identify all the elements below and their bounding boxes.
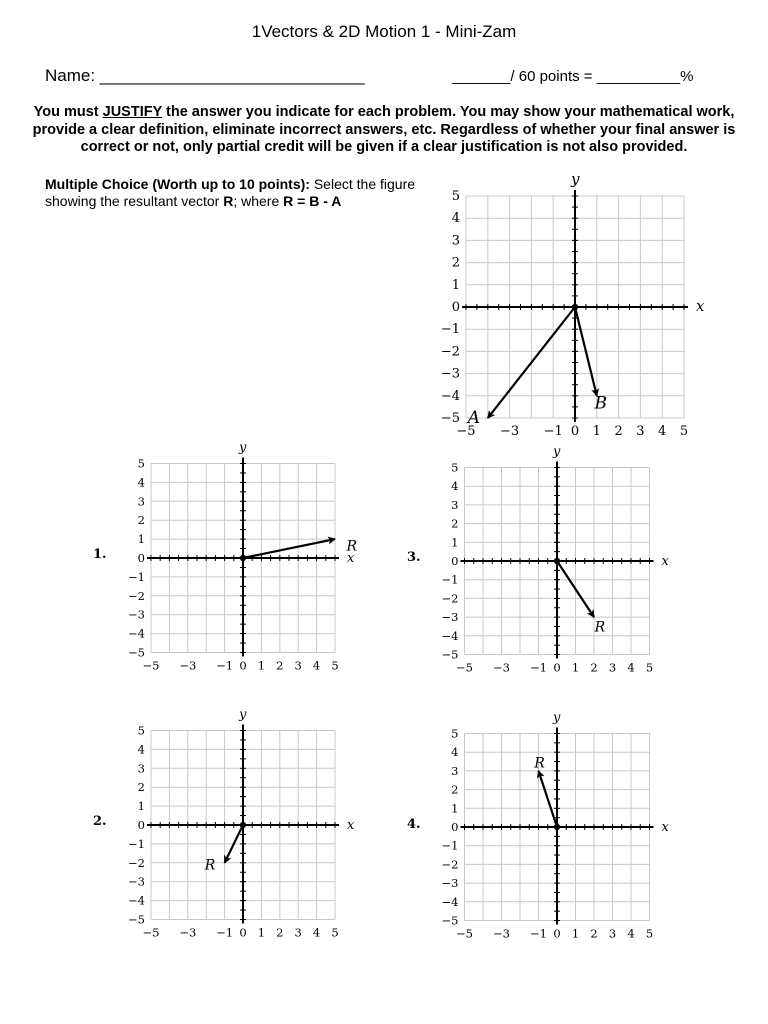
x-tick-label: −3 bbox=[179, 658, 197, 673]
y-tick-label: 2 bbox=[451, 516, 459, 531]
y-tick-label: −2 bbox=[440, 344, 460, 360]
x-tick-label: 0 bbox=[553, 660, 561, 675]
y-tick-label: −5 bbox=[441, 913, 459, 928]
x-tick-label: −3 bbox=[179, 925, 197, 940]
y-tick-label: −4 bbox=[441, 628, 459, 643]
x-tick-label: 2 bbox=[590, 660, 598, 675]
choice-3-plot[interactable] bbox=[422, 443, 722, 733]
choice-1-label[interactable]: 1. bbox=[93, 547, 107, 562]
y-tick-label: 4 bbox=[451, 479, 459, 494]
y-tick-label: 3 bbox=[451, 763, 459, 778]
y-tick-label: −3 bbox=[441, 876, 459, 891]
y-tick-label: −4 bbox=[440, 388, 460, 404]
y-tick-label: 0 bbox=[137, 551, 145, 565]
y-tick-label: 3 bbox=[137, 761, 145, 776]
x-tick-label: 0 bbox=[553, 926, 561, 941]
x-tick-label: 3 bbox=[294, 658, 302, 673]
points-field-line: _______/ 60 points = __________% bbox=[452, 68, 694, 85]
x-axis-label: x bbox=[347, 818, 355, 833]
y-tick-label: −3 bbox=[128, 607, 145, 622]
y-tick-label: −3 bbox=[441, 610, 459, 625]
instructions-suffix: the answer you indicate for each problem. You may show your mathematical work, provide a clear definition, eliminate incorrect answers, etc. Regardless of whether your final answer is correct or not, only partial credit will be given if a clear justification is not also provided. bbox=[32, 104, 736, 155]
question-equation: R = B - A bbox=[283, 193, 342, 209]
x-tick-label: 0 bbox=[239, 925, 247, 940]
question-heading: Multiple Choice (Worth up to 10 points): bbox=[45, 176, 310, 192]
y-tick-label: 1 bbox=[451, 801, 459, 816]
vector-label-r: R bbox=[534, 755, 545, 772]
x-axis-label: x bbox=[661, 820, 669, 835]
x-tick-label: 1 bbox=[571, 660, 580, 675]
x-tick-label: −1 bbox=[216, 658, 234, 673]
y-tick-label: 2 bbox=[137, 780, 145, 795]
y-axis-label: y bbox=[239, 440, 247, 456]
y-tick-label: −5 bbox=[440, 411, 460, 426]
choice-1-plot[interactable] bbox=[110, 440, 410, 730]
x-tick-label: 5 bbox=[645, 926, 654, 941]
vector-label-b: B bbox=[594, 393, 607, 414]
y-tick-label: −3 bbox=[440, 366, 460, 382]
x-tick-label: −1 bbox=[530, 660, 547, 675]
y-tick-label: 0 bbox=[451, 820, 459, 834]
x-tick-label: 4 bbox=[627, 660, 635, 675]
x-axis-label: x bbox=[696, 297, 705, 315]
y-axis-label: y bbox=[571, 170, 580, 188]
vector-label-r: R bbox=[594, 619, 606, 636]
x-tick-label: 2 bbox=[276, 658, 284, 673]
x-tick-label: 5 bbox=[331, 658, 339, 673]
y-tick-label: 3 bbox=[451, 233, 460, 249]
choice-4-label[interactable]: 4. bbox=[407, 817, 421, 832]
x-tick-label: 2 bbox=[276, 925, 284, 940]
x-tick-label: 3 bbox=[608, 660, 617, 675]
x-tick-label: 3 bbox=[294, 925, 302, 940]
y-tick-label: 5 bbox=[137, 456, 145, 471]
x-tick-label: −5 bbox=[142, 658, 160, 673]
x-tick-label: 1 bbox=[257, 658, 266, 673]
x-axis-label: x bbox=[347, 551, 355, 566]
y-tick-label: 2 bbox=[451, 255, 460, 271]
x-tick-label: 2 bbox=[614, 424, 623, 439]
choice-2-label[interactable]: 2. bbox=[93, 814, 107, 829]
x-tick-label: 4 bbox=[312, 658, 321, 673]
x-tick-label: −1 bbox=[530, 926, 547, 941]
x-tick-label: −5 bbox=[142, 925, 160, 940]
instructions bbox=[22, 104, 746, 157]
y-axis-label: y bbox=[553, 444, 561, 460]
y-tick-label: −2 bbox=[128, 855, 145, 870]
y-tick-label: 1 bbox=[451, 277, 460, 293]
x-tick-label: 3 bbox=[608, 926, 617, 941]
y-tick-label: −4 bbox=[128, 893, 145, 908]
question-vector-r: R bbox=[223, 193, 234, 209]
y-tick-label: −4 bbox=[441, 894, 459, 909]
x-tick-label: −5 bbox=[456, 424, 476, 439]
vector-label-r: R bbox=[204, 857, 216, 874]
x-tick-label: 1 bbox=[592, 424, 601, 439]
y-tick-label: 1 bbox=[137, 532, 145, 547]
y-tick-label: 0 bbox=[451, 554, 459, 568]
y-axis-label: y bbox=[553, 710, 561, 726]
y-tick-label: 5 bbox=[451, 726, 459, 741]
x-tick-label: 3 bbox=[636, 424, 645, 439]
y-tick-label: 2 bbox=[137, 513, 145, 528]
y-tick-label: −3 bbox=[128, 874, 145, 889]
vector-label-a: A bbox=[467, 407, 481, 428]
y-tick-label: −4 bbox=[128, 626, 145, 641]
y-tick-label: 1 bbox=[451, 535, 459, 550]
instructions-emphasis: JUSTIFY bbox=[102, 104, 162, 120]
x-tick-label: 5 bbox=[645, 660, 654, 675]
y-tick-label: 4 bbox=[137, 475, 145, 490]
x-tick-label: 4 bbox=[627, 926, 635, 941]
y-tick-label: 1 bbox=[137, 799, 145, 814]
page-title: 1Vectors & 2D Motion 1 - Mini-Zam bbox=[251, 22, 517, 41]
y-tick-label: −1 bbox=[440, 322, 460, 338]
x-tick-label: −5 bbox=[456, 660, 473, 675]
y-tick-label: 5 bbox=[451, 460, 459, 475]
y-tick-label: −5 bbox=[128, 912, 145, 927]
x-tick-label: −3 bbox=[493, 926, 510, 941]
y-tick-label: −1 bbox=[441, 572, 459, 587]
y-tick-label: −1 bbox=[441, 838, 459, 853]
question-text-mid: ; where bbox=[233, 193, 284, 209]
x-tick-label: 5 bbox=[331, 925, 339, 940]
y-tick-label: 3 bbox=[137, 494, 145, 509]
x-tick-label: −3 bbox=[493, 660, 510, 675]
y-tick-label: 4 bbox=[451, 211, 460, 227]
x-tick-label: 0 bbox=[239, 658, 247, 673]
x-tick-label: −1 bbox=[216, 925, 234, 940]
given-vectors-plot bbox=[415, 172, 715, 462]
x-tick-label: 2 bbox=[590, 926, 598, 941]
x-tick-label: 5 bbox=[679, 424, 689, 439]
choice-4-plot[interactable] bbox=[422, 710, 722, 1000]
y-tick-label: 4 bbox=[451, 745, 459, 760]
x-tick-label: 4 bbox=[658, 424, 667, 439]
x-tick-label: 0 bbox=[570, 424, 580, 439]
y-tick-label: −5 bbox=[128, 645, 145, 660]
question-prompt bbox=[45, 176, 425, 210]
x-tick-label: 4 bbox=[312, 925, 321, 940]
x-tick-label: 1 bbox=[257, 925, 266, 940]
question-text-before: Select the figure showing the resultant vector bbox=[45, 176, 416, 209]
x-tick-label: −5 bbox=[456, 926, 473, 941]
y-tick-label: 5 bbox=[137, 723, 145, 738]
y-tick-label: −2 bbox=[441, 857, 459, 872]
y-tick-label: −2 bbox=[441, 591, 459, 606]
y-tick-label: −1 bbox=[128, 569, 145, 584]
y-tick-label: −5 bbox=[441, 647, 459, 662]
instructions-prefix: You must bbox=[33, 104, 103, 120]
x-tick-label: −1 bbox=[543, 424, 563, 439]
x-tick-label: −3 bbox=[500, 424, 520, 439]
y-tick-label: 0 bbox=[137, 818, 145, 832]
y-tick-label: 2 bbox=[451, 782, 459, 797]
x-tick-label: 1 bbox=[571, 926, 580, 941]
y-tick-label: −2 bbox=[128, 588, 145, 603]
choice-2-plot[interactable] bbox=[110, 706, 410, 996]
vector-label-r: R bbox=[346, 538, 358, 555]
y-tick-label: −1 bbox=[128, 836, 145, 851]
name-field-line: Name: ____________________________ bbox=[45, 66, 365, 85]
y-tick-label: 0 bbox=[451, 300, 460, 315]
x-axis-label: x bbox=[661, 554, 669, 569]
y-tick-label: 3 bbox=[451, 497, 459, 512]
y-tick-label: 5 bbox=[451, 189, 460, 204]
choice-3-label[interactable]: 3. bbox=[407, 550, 421, 565]
y-tick-label: 4 bbox=[137, 742, 145, 757]
y-axis-label: y bbox=[239, 707, 247, 723]
